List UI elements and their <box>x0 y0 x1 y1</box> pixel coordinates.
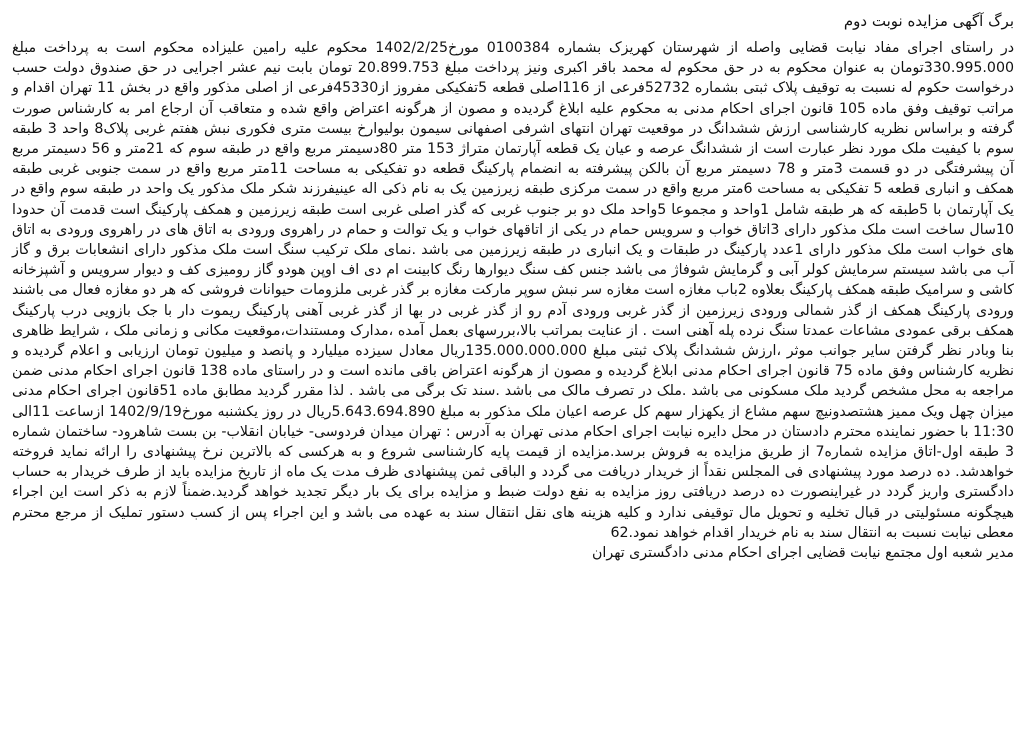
notice-title: برگ آگهی مزایده نوبت دوم <box>843 12 1014 30</box>
notice-body: در راستای اجرای مفاد نیابت قضایی واصله از شهرستان کهریزک بشماره 0100384 مورخ1402/2/25 محکوم علیه رامین علیزاده محکوم است به پرداخت مبلغ 330.995.000تومان به عنوان محکوم به در حق محکوم له محمد باقر اکبری ونیز پرداخت مبلغ 20.899.753 تومان بابت نیم عشر اجرایی در حق صندوق دولت حسب درخواست حکوم له نسبت به توقیف پلاک ثبتی بشماره 52732فرعی از 116اصلی قطعه 5تفکیکی مفروز از45330فرعی از اصلی مذکور واقع در بخش 11 تهران اقدام و مراتب توقیف وفق ماده 105 قانون اجرای احکام مدنی به محکوم علیه ابلاغ گردیده و مصون از هرگونه اعتراض واقع شده و متعاقب آن ارجاع امر به کارشناس صورت گرفته و براساس نظریه کارشناسی ارزش ششدانگ در موقعیت تهران انتهای اشرفی اصفهانی سیمون بولیوارخ بیست متری فکوری نبش هفتم غربی پلاک8 واحد 3 طبقه سوم با کیفیت ملک مورد نظر عبارت است از ششدانگ عرصه و عیان یک قطعه آپارتمان متراژ 153 متر 80دسیمتر مربع واقع در طبقه سوم که 21متر و 56 دسیمتر مربع آن پیشرفتگی در دو قسمت 3متر و 78 دسیمتر مربع آن بالکن پیشرفته به انضمام پارکینگ قطعه دو تفکیکی به مساحت 11متر مربع واقع در سمت جنوبی غربی طبقه همکف و انباری قطعه 5 تفکیکی به مساحت 6متر مربع واقع در سمت مرکزی طبقه زیرزمین یک به نام ذکی اله عینیفرزند شکر ملک مذکور یک واحد در طبقه سوم واقع در یک آپارتمان با 5طبقه که هر طبقه شامل 1واحد و مجموعا 5واحد ملک دو بر جنوب غربی که گذر اصلی غربی است طبقه زیرزمین و همکف پارکینگ است قدمت آن حدودا 10سال ساخت است ملک مذکور دارای 3اتاق خواب و سرویس حمام در یکی از اتاقهای خواب و یک توالت و حمام در راهروی ورودی به اتاق های در راهروی ورودی به اتاق های خواب است ملک مذکور دارای 1عدد پارکینگ در طبقات و یک انباری در طبقه زیرزمین می باشد .نمای ملک ترکیب سنگ است ملک مذکور دارای انشعابات برق و گاز آب می باشد سیستم سرمایش کولر آبی و گرمایش شوفاژ می باشد جنس کف سنگ دیوارها رنگ کابینت ام دی اف اوپن هودو گاز رومیزی کف و دیوار سرویس و آشپزخانه کاشی و سرامیک طبقه همکف پارکینگ بعلاوه 2باب مغازه است مغازه سر نبش سوپر مارکت مغازه بر گذر غربی ملزومات حیوانات فروشی که هر دو مغازه فعال می باشند ورودی پارکینگ همکف از گذر شمالی ورودی زیرزمین از گذر غربی ورودی آدم رو از گذر غربی در بها از گذر غربی آهنی پارکینگ ریموت دار با جک بازویی درب پارکینگ همکف برقی عمودی مشاعات عمدتا سنگ نرده پله آهنی است . از عنایت بمراتب بالا،بررسهای بعمل آمده ،مدارک ومستندات،موقعیت مکانی و زمانی ملک ، شرایط ظاهری بنا وبادر نظر گرفتن سایر جوانب موثر ،ارزش ششدانگ پلاک ثبتی مبلغ 135.000.000.000ریال معادل سیزده میلیارد و پانصد و میلیون تومان ارزیابی و اعلام گردیده و نظریه کارشناس وفق ماده 75 قانون اجرای احکام مدنی ابلاغ گردیده و مصون از هرگونه اعتراض باقی مانده است و در راستای ماده 138 قانون اجرای احکام مدنی ضمن مراجعه به محل مشخص گردید ملک مسکونی می باشد .ملک در تصرف مالک می باشد .سند تک برگی می باشد . لذا مقرر گردید مطابق ماده 51قانون اجرای احکام مدنی میزان چهل ویک ممیز هشتصدونیچ سهم مشاع از یکهزار سهم کل عرصه اعیان ملک مذکور به مبلغ 5.643.694.890ریال در روز یکشنبه مورخ1402/9/19 ازساعت 11الی 11:30 با حضور نماینده محترم دادستان در محل دایره نیابت اجرای احکام مدنی تهران به آدرس : تهران میدان فردوسی- خیابان انقلاب- بن بست شاهرود- ساختمان شماره 3 طبقه اول-اتاق مزایده شماره7 از طریق مزایده به فروش برسد.مزایده از قیمت پایه کارشناسی شروع و به هرکسی که بالاترین نرخ پیشنهادی را ارائه نماید فروخته خواهدشد. ده درصد مورد پیشنهادی فی المجلس نقداً از خریدار دریافت می گردد و الباقی ثمن پیشنهادی ظرف مدت یک ماه از تاریخ مزایده باید از طرف خریدار به حساب دادگستری واریز گردد در غیراینصورت ده درصد دریافتی روز مزایده به نفع دولت ضبط و مزایده برای یک بار دیگر تجدید خواهد گردید.ضمناً لازم به ذکر است این اجراء هیچگونه مسئولیتی در قبال تخلیه و تحویل مال توقیفی ندارد و کلیه هزینه های نقل انتقال سند به عهده می باشد و این اجراء پس از کسب دستور تملیک از مرجع محترم معطی نیابت نسبت به انتقال سند به نام خریدار اقدام خواهد نمود.62 <box>12 40 1015 541</box>
notice-signature: مدیر شعبه اول مجتمع نیابت قضایی اجرای احکام مدنی دادگستری تهران <box>592 545 1014 562</box>
